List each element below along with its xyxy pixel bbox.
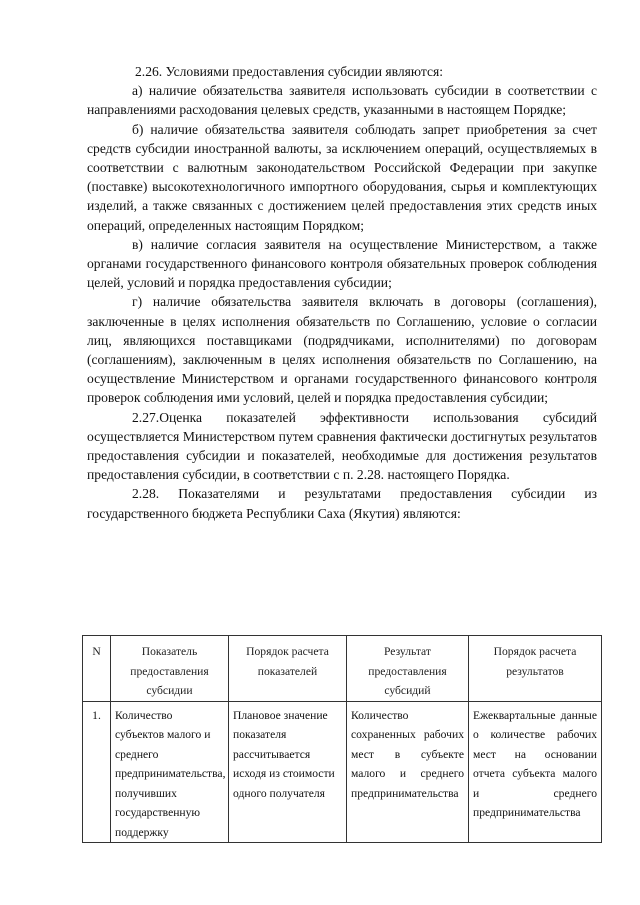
clause-2-26-heading: 2.26. Условиями предоставления субсидии являются: xyxy=(135,64,444,79)
table-header-row xyxy=(83,636,602,702)
cell-indicator: Количество субъектов малого и среднего предпринимательства, получивших государственную поддержку xyxy=(111,701,229,843)
cell-calc-method: Плановое значение показателя рассчитывается исходя из стоимости одного получателя xyxy=(229,701,347,843)
header-result: Результат предоставления субсидий xyxy=(347,636,469,702)
table-row xyxy=(83,701,602,843)
header-calc-method: Порядок расчета показателей xyxy=(229,636,347,702)
body-text xyxy=(87,62,597,523)
clause-2-26-b: б) наличие обязательства заявителя соблюдать запрет приобретения за счет средств субсидии иностранной валюты, за исключением операций, осуществляемых в соответствии с валютным законодательством Российской Федерации при закупке (поставке) высокотехнологичного импортного оборудования, сырья и комплектующих изделий, а также связанных с достижением целей предоставления этих средств иных операций, определенных настоящим Порядком; xyxy=(87,121,597,233)
header-indicator: Показатель предоставления субсидии xyxy=(111,636,229,702)
cell-result-calc: Ежеквартальные данные о количестве рабочих мест на основании отчета субъекта малого и среднего предпринимательства xyxy=(469,701,602,843)
clause-2-27: 2.27.Оценка показателей эффективности использования субсидий осуществляется Министерством путем сравнения фактически достигнутых результатов предоставления субсидии и показателей, необходимые для достижения результатов предоставления субсидии, в соответствии с п. 2.28. настоящего Порядка. xyxy=(87,409,597,483)
header-number: N xyxy=(83,636,111,702)
cell-result: Количество сохраненных рабочих мест в субъекте малого и среднего предпринимательства xyxy=(347,701,469,843)
indicators-table xyxy=(82,635,602,843)
clause-2-28: 2.28. Показателями и результатами предоставления субсидии из государственного бюджета Республики Саха (Якутия) являются: xyxy=(87,486,597,521)
header-result-calc: Порядок расчета результатов xyxy=(469,636,602,702)
clause-2-26-a: а) наличие обязательства заявителя использовать субсидии в соответствии с направлениями расходования целевых средств, указанными в настоящем Порядке; xyxy=(87,83,597,118)
clause-2-26-g: г) наличие обязательства заявителя включать в договоры (соглашения), заключенные в целях исполнения обязательств по Соглашению, условие о согласии лиц, являющихся поставщиками (подрядчиками, исполнителями) по договорам (соглашениям), заключенным в целях исполнения обязательств по Соглашению, на осуществление Министерством и органами государственного финансового контроля проверок соблюдения ими условий, целей и порядка предоставления субсидии; xyxy=(87,294,597,406)
cell-number: 1. xyxy=(83,701,111,843)
clause-2-26-v: в) наличие согласия заявителя на осуществление Министерством, а также органами государственного финансового контроля обязательных проверок соблюдения целей, условий и порядка предоставления субсидии; xyxy=(87,236,597,291)
